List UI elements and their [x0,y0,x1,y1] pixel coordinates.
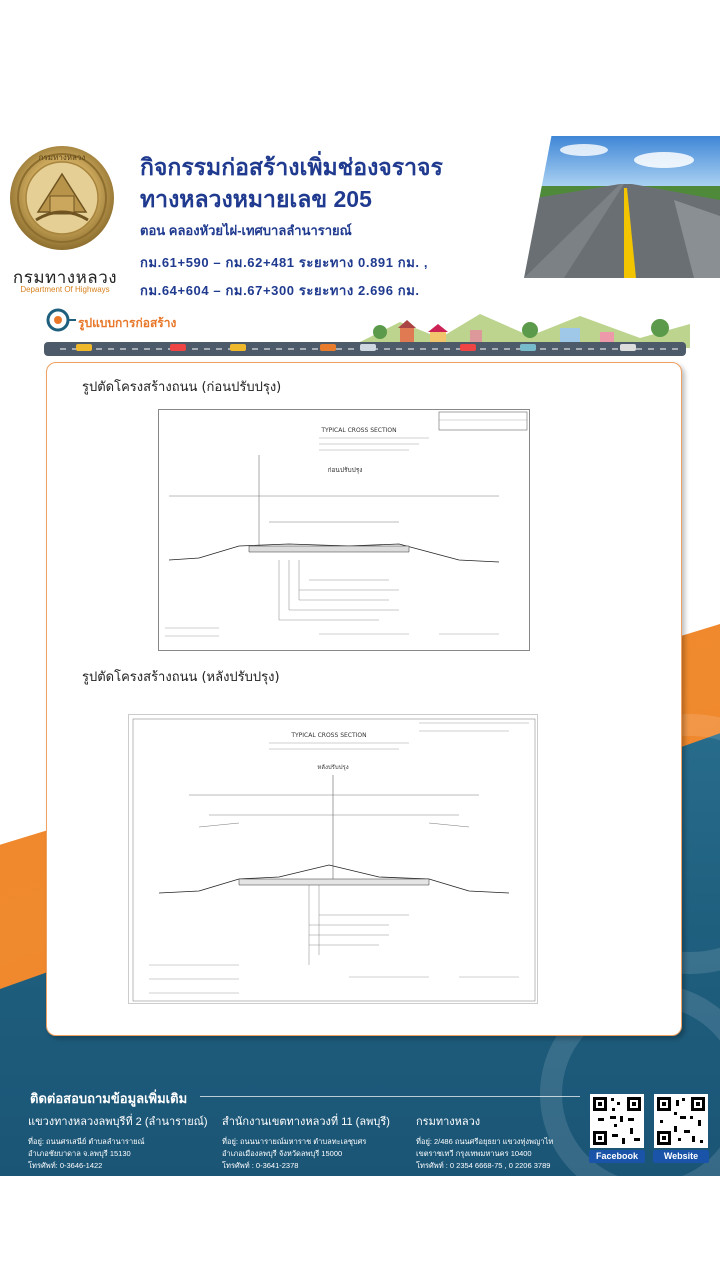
drawing-after-heading: TYPICAL CROSS SECTION [291,732,367,739]
cross-section-drawing-after [128,714,538,1004]
footer-title: ติดต่อสอบถามข้อมูลเพิ่มเติม [30,1091,188,1106]
road-photo [524,136,720,278]
contact-line: เขตราชเทวี กรุงเทพมหานคร 10400 [416,1149,532,1158]
drawing-before-subtitle: ก่อนปรับปรุง [327,466,363,474]
facebook-qr-code-icon[interactable] [590,1094,644,1148]
caption-after: รูปตัดโครงสร้างถนน (หลังปรับปรุง) [82,670,280,685]
banner-label: รูปแบบการก่อสร้าง [78,316,177,330]
contact-phone: โทรศัพท์ : 0 2354 6668-75 , 0 2206 3789 [416,1161,551,1170]
facebook-label[interactable]: Facebook [589,1150,645,1163]
caption-before: รูปตัดโครงสร้างถนน (ก่อนปรับปรุง) [82,380,282,395]
contact-district-office [28,1112,208,1172]
contact-line: อำเภอชัยบาดาล จ.ลพบุรี 15130 [28,1149,131,1158]
svg-text:กรมทางหลวง: กรมทางหลวง [38,153,86,162]
poster [0,124,720,1176]
logo-english-text: Department Of Highways [20,285,110,294]
title-line-1: กิจกรรมก่อสร้างเพิ่มช่องจราจร [140,154,443,180]
website-label[interactable]: Website [653,1150,709,1163]
drawing-after-subtitle: หลังปรับปรุง [317,764,349,771]
title-line-2: ทางหลวงหมายเลข 205 [140,186,372,212]
contact-heading: แขวงทางหลวงลพบุรีที่ 2 (ลำนารายณ์) [28,1116,208,1128]
contact-heading: กรมทางหลวง [416,1116,481,1128]
contact-line: ที่อยู่: 2/486 ถนนศรีอยุธยา แขวงทุ่งพญาไท [416,1137,554,1146]
drawing-before-heading: TYPICAL CROSS SECTION [321,427,397,434]
contact-line: ที่อยู่: ถนนนารายณ์มหาราช ตำบลทะเลชุบศร [222,1137,367,1146]
website-qr-code-icon[interactable] [654,1094,708,1148]
contact-heading: สำนักงานเขตทางหลวงที่ 11 (ลพบุรี) [222,1116,390,1128]
department-of-highways-seal-icon [8,142,116,254]
km-range-1: กม.61+590 – กม.62+481 ระยะทาง 0.891 กม. , [140,255,429,270]
contact-regional-office [222,1112,390,1172]
contact-headquarters [416,1112,553,1172]
contact-line: อำเภอเมืองลพบุรี จังหวัดลพบุรี 15000 [222,1149,343,1158]
project-section: ตอน คลองหัวยไผ่-เทศบาลลำนารายณ์ [140,223,352,238]
logo-thai-text: กรมทางหลวง [12,268,118,287]
km-range-2: กม.64+604 – กม.67+300 ระยะทาง 2.696 กม. [140,283,420,298]
contact-phone: โทรศัพท์ : 0-3641-2378 [222,1161,299,1170]
drawing-before-svg [159,410,531,652]
drawing-after-svg [129,715,539,1005]
cross-section-drawing-before [158,409,530,651]
contact-phone: โทรศัพท์: 0-3646-1422 [28,1161,103,1170]
footer-divider [200,1096,580,1097]
contact-line: ที่อยู่: ถนนศรเสนีย์ ตำบลลำนารายณ์ [28,1137,145,1146]
